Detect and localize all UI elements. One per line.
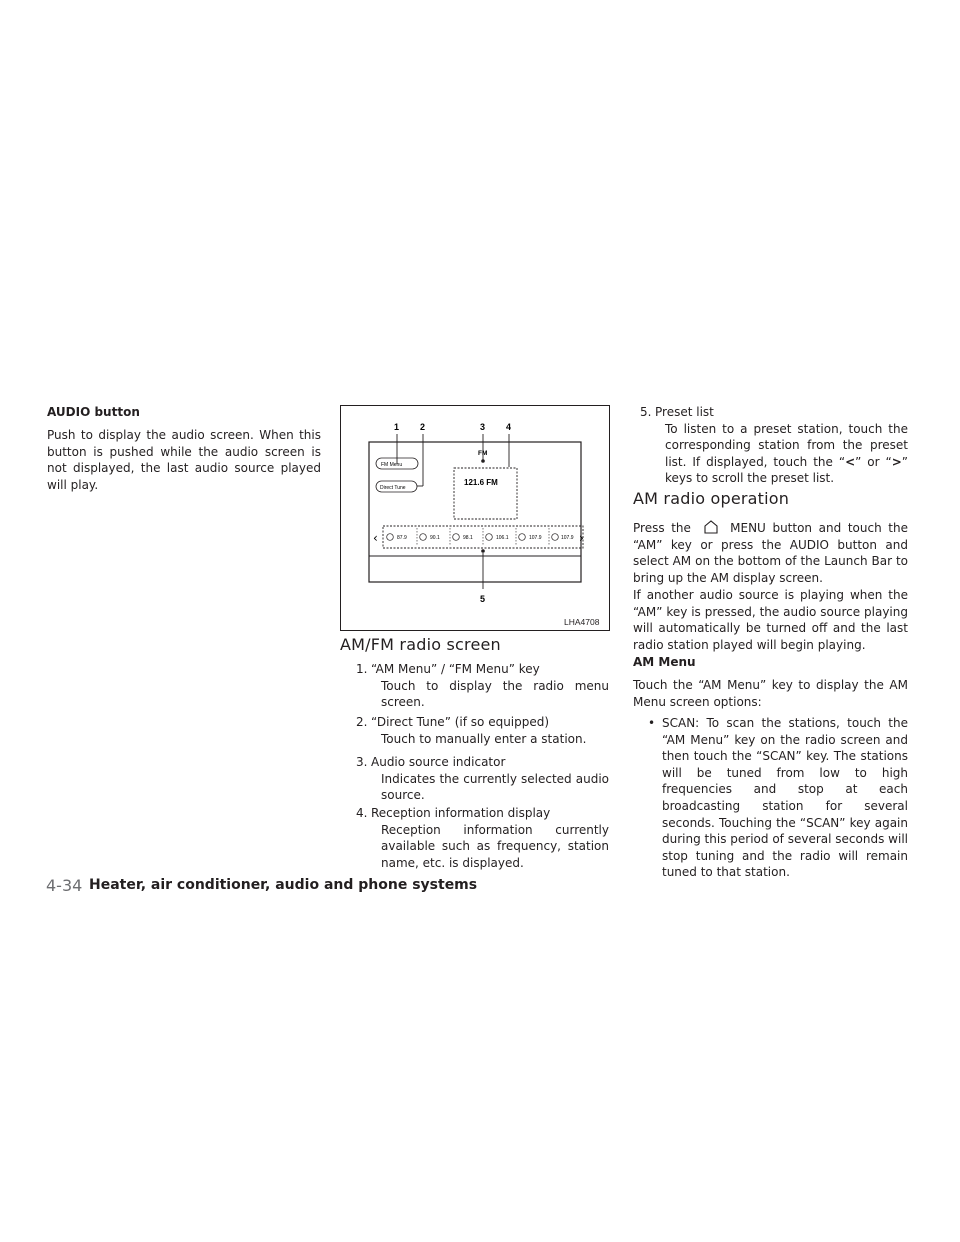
- preset-1: 87.9: [397, 535, 407, 541]
- am-radio-paragraph-2: If another audio source is playing when the “AM” key is pressed, the audio source playing will automatically be turned off and the last radio station played will begin playing.: [633, 588, 908, 652]
- am-fm-radio-screen-heading: AM/FM radio screen: [340, 635, 501, 654]
- fm-menu-key-label: FM Menu: [381, 462, 403, 468]
- scan-option-text: SCAN: To scan the stations, touch the “AM Menu” key on the radio screen and then touch the “SCAN” key. The stations will be tuned from low to high frequencies and stop at each broadcasting station for several seconds. Touching the “SCAN” key again during this period of several seconds will stop tuning and the radio will remain tuned to that station.: [662, 716, 908, 880]
- band-label: FM: [478, 450, 488, 457]
- list-item: 3. Audio source indicator Indicates the currently selected audio source.: [356, 755, 609, 803]
- preset-4: 106.1: [496, 535, 509, 541]
- preset-2: 90.1: [430, 535, 440, 541]
- preset-3: 98.1: [463, 535, 473, 541]
- radio-screen-figure: [340, 405, 610, 631]
- list-item: 2. “Direct Tune” (if so equipped) Touch to manually enter a station.: [356, 715, 587, 746]
- page-number: 4-34: [46, 876, 83, 895]
- preset-prev-icon: ‹: [373, 531, 378, 545]
- preset-list-description: To listen to a preset station, touch the corresponding station from the preset list. If displayed, touch the “<” or “>” keys to scroll the preset list.: [665, 421, 909, 486]
- am-menu-intro: Touch the “AM Menu” key to display the AM Menu screen options:: [633, 678, 908, 709]
- callout-1: 1: [394, 422, 400, 432]
- reception-frequency: 121.6 FM: [464, 478, 498, 487]
- am-radio-paragraph-1: Press the MENU button and touch the “AM” key or press the AUDIO button and select AM on the bottom of the Launch Bar to bring up the AM display screen.: [633, 521, 908, 585]
- audio-button-paragraph: Push to display the audio screen. When this button is pushed while the audio screen is not displayed, the last audio source played will play.: [47, 428, 321, 492]
- callout-5: 5: [480, 594, 486, 604]
- reception-info-box: [454, 468, 517, 519]
- radio-screen-diagram: [341, 406, 609, 630]
- am-radio-operation-heading: AM radio operation: [633, 489, 790, 508]
- list-item: • SCAN: To scan the stations, touch the “AM Menu” key on the radio screen and then touch the “SCAN” key. The stations will be tuned from low to high frequencies and stop at each broadcasting station for several seconds. Touching the “SCAN” key again during this period of several seconds will stop tuning and the radio will remain tuned to that station.: [648, 716, 908, 880]
- callout-3: 3: [480, 422, 486, 432]
- audio-button-heading: AUDIO button: [47, 405, 140, 419]
- preset-5: 107.9: [529, 535, 542, 541]
- callout-2: 2: [420, 422, 426, 432]
- preset-next-icon: ›: [579, 531, 584, 545]
- direct-tune-key-label: Direct Tune: [380, 485, 406, 491]
- callout-4: 4: [506, 422, 512, 432]
- list-item: 1. “AM Menu” / “FM Menu” key Touch to display the radio menu screen.: [356, 662, 609, 710]
- figure-code: LHA4708: [564, 617, 600, 627]
- preset-6: 107.9: [561, 535, 574, 541]
- list-item: 5. Preset list To listen to a preset station, touch the corresponding station from the preset list. If displayed, touch the “<” or “>” keys to scroll the preset list.: [640, 405, 909, 486]
- list-item: 4. Reception information display Reception information currently available such as frequency, station name, etc. is displayed.: [356, 806, 609, 870]
- am-menu-subheading: AM Menu: [633, 655, 696, 669]
- section-title: Heater, air conditioner, audio and phone systems: [89, 877, 478, 893]
- home-icon: [698, 520, 724, 534]
- preset-items: [387, 528, 574, 546]
